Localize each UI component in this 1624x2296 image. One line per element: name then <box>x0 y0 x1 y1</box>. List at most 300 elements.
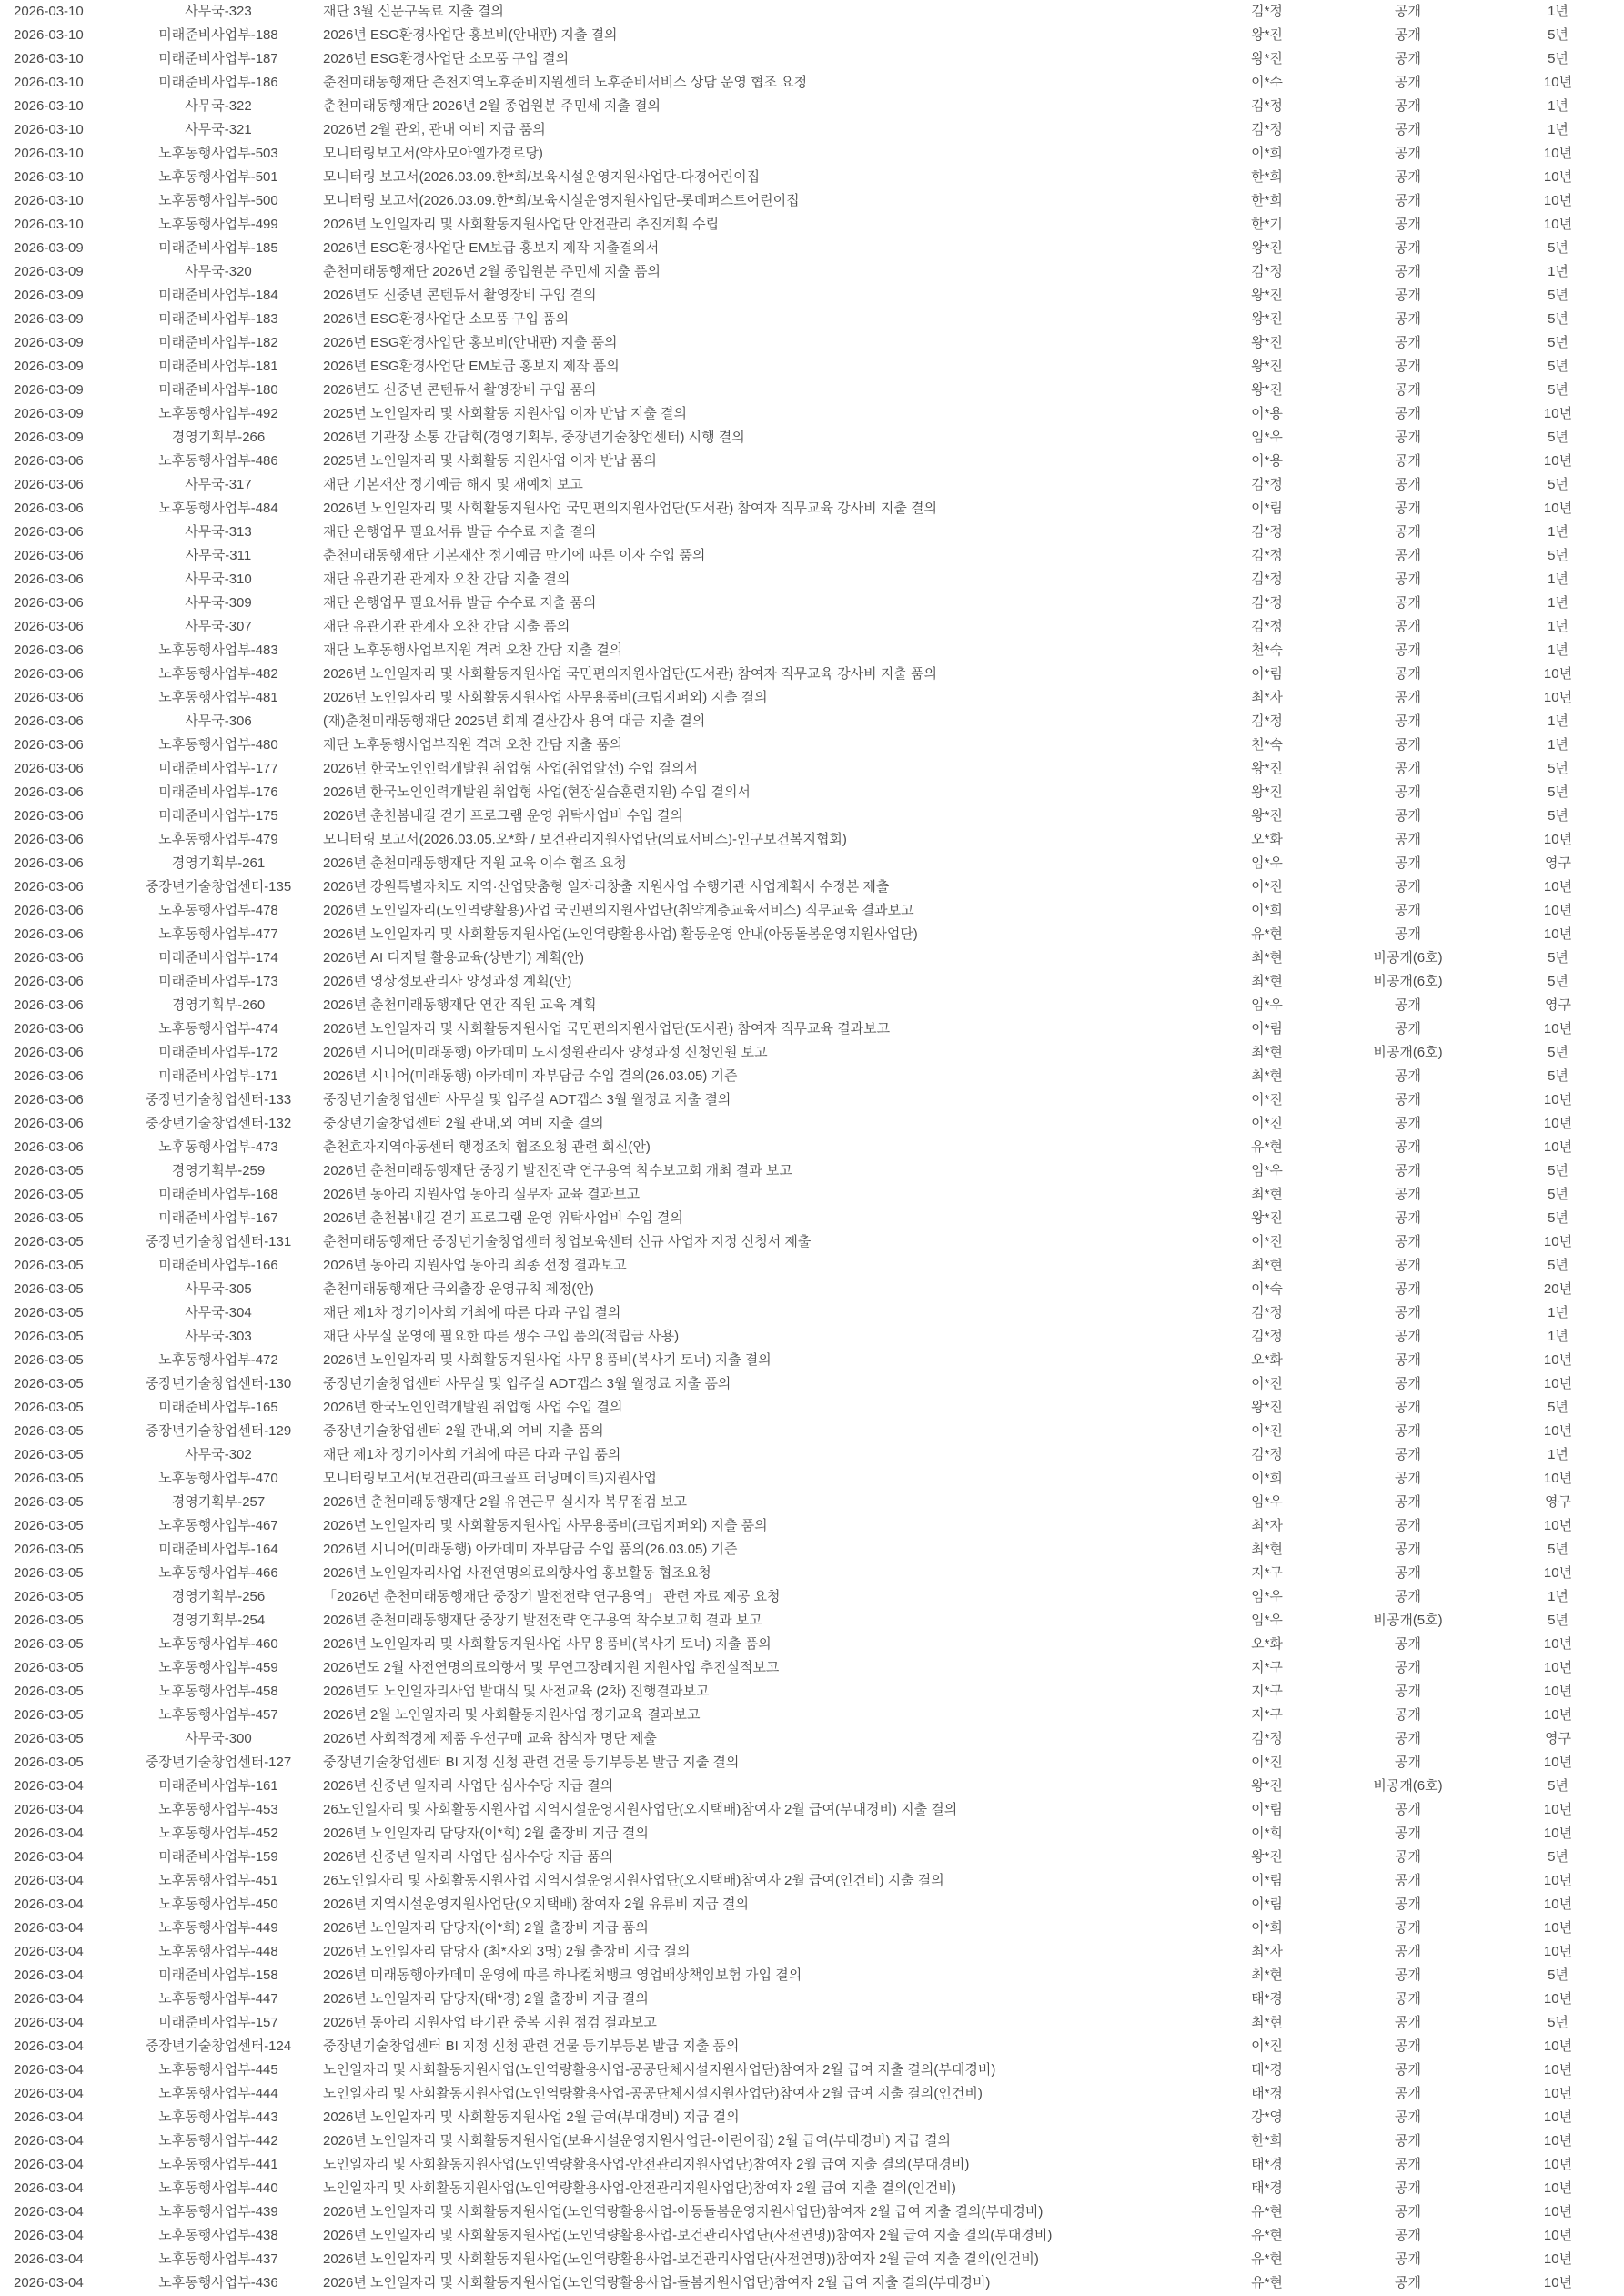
doc-drafter: 임*우 <box>1251 430 1283 445</box>
doc-title[interactable]: 재단 은행업무 필요서류 발급 수수료 지출 품의 <box>323 595 597 611</box>
doc-title[interactable]: 「2026년 춘천미래동행재단 중장기 발전전략 연구용역」 관련 자료 제공 요청 <box>323 1589 781 1604</box>
doc-date: 2026-03-05 <box>14 1423 84 1439</box>
doc-retention: 5년 <box>1548 974 1569 989</box>
doc-drafter: 왕*진 <box>1251 1849 1283 1865</box>
doc-number: 노후동행사업부-477 <box>158 926 278 942</box>
doc-title[interactable]: 모니터링 보고서(2026.03.09.한*희/보육시설운영지원사업단-다경어린이집 <box>323 169 761 185</box>
doc-status: 공개 <box>1395 1518 1421 1533</box>
doc-drafter: 태*경 <box>1251 2086 1283 2101</box>
table-row <box>0 308 1624 331</box>
doc-retention: 10년 <box>1543 146 1573 161</box>
doc-title[interactable]: 중장년기술창업센터 BI 지정 신청 관련 건물 등기부등본 발급 지출 결의 <box>323 1755 740 1770</box>
doc-number: 미래준비사업부-165 <box>158 1400 278 1415</box>
doc-status: 공개 <box>1395 1802 1421 1817</box>
doc-title[interactable]: 2026년 2월 노인일자리 및 사회활동지원사업 정기교육 결과보고 <box>323 1707 701 1723</box>
table-row <box>0 521 1624 544</box>
table-row <box>0 639 1624 663</box>
doc-drafter: 이*용 <box>1251 453 1283 469</box>
doc-title[interactable]: 2026년 ESG환경사업단 EM보급 홍보지 제작 지출결의서 <box>323 240 660 256</box>
doc-title[interactable]: 2026년 노인일자리 및 사회활동지원사업 2월 급여(부대경비) 지급 결의 <box>323 2109 740 2125</box>
table-row <box>0 1562 1624 1585</box>
doc-drafter: 유*현 <box>1251 2204 1283 2220</box>
doc-title[interactable]: 2026년 노인일자리 및 사회활동지원사업 사무용품비(복사기 토너) 지출 결의 <box>323 1352 772 1368</box>
doc-date: 2026-03-05 <box>14 1376 84 1391</box>
doc-number: 노후동행사업부-437 <box>158 2251 278 2267</box>
doc-title[interactable]: 재단 제1차 정기이사회 개최에 따른 다과 구입 품의 <box>323 1447 621 1462</box>
doc-date: 2026-03-06 <box>14 879 84 895</box>
doc-status: 공개 <box>1395 1234 1421 1249</box>
doc-drafter: 이*진 <box>1251 1423 1283 1439</box>
doc-title[interactable]: 춘천미래동행재단 춘천지역노후준비지원센터 노후준비서비스 상담 운영 협조 요청 <box>323 75 808 90</box>
doc-status: 공개 <box>1395 1826 1421 1841</box>
doc-number: 노후동행사업부-474 <box>158 1021 278 1037</box>
doc-title[interactable]: 2026년 지역시설운영지원사업단(오지택배) 참여자 2월 유류비 지급 결의 <box>323 1896 749 1912</box>
doc-date: 2026-03-10 <box>14 146 84 161</box>
doc-drafter: 왕*진 <box>1251 335 1283 350</box>
doc-title[interactable]: 2026년 한국노인인력개발원 취업형 사업(현장실습훈련지원) 수입 결의서 <box>323 784 751 800</box>
doc-drafter: 최*현 <box>1251 2015 1283 2030</box>
doc-title[interactable]: 재단 유관기관 관계자 오찬 간담 지출 품의 <box>323 619 570 634</box>
doc-status: 공개 <box>1395 1636 1421 1652</box>
doc-retention: 10년 <box>1543 690 1573 705</box>
doc-drafter: 왕*진 <box>1251 382 1283 398</box>
doc-date: 2026-03-06 <box>14 784 84 800</box>
doc-title[interactable]: 2026년 노인일자리 및 사회활동지원사업 사무용품비(복사기 토너) 지출 품의 <box>323 1636 772 1652</box>
doc-date: 2026-03-06 <box>14 571 84 587</box>
doc-title[interactable]: 2026년 노인일자리사업 사전연명의료의향사업 홍보활동 협조요청 <box>323 1565 711 1581</box>
doc-retention: 10년 <box>1543 453 1573 469</box>
doc-title[interactable]: 2026년 신중년 일자리 사업단 심사수당 지급 품의 <box>323 1849 614 1865</box>
doc-number: 노후동행사업부-473 <box>158 1139 278 1155</box>
doc-title[interactable]: 2026년 ESG환경사업단 홍보비(안내판) 지출 결의 <box>323 27 618 43</box>
table-row <box>0 1254 1624 1278</box>
doc-title[interactable]: 중장년기술창업센터 2월 관내,외 여비 지출 결의 <box>323 1116 604 1131</box>
doc-drafter: 한*희 <box>1251 2133 1283 2149</box>
doc-title[interactable]: 2026년 ESG환경사업단 EM보급 홍보지 제작 품의 <box>323 359 620 374</box>
doc-title[interactable]: 2026년 기관장 소통 간담회(경영기획부, 중장년기술창업센터) 시행 결의 <box>323 430 745 445</box>
doc-title[interactable]: 2026년 춘천미래동행재단 중장기 발전전략 연구용역 착수보고회 개최 결과 보고 <box>323 1163 792 1178</box>
doc-title[interactable]: 춘천미래동행재단 국외출장 운영규칙 제정(안) <box>323 1281 594 1297</box>
table-row <box>0 118 1624 142</box>
doc-retention: 1년 <box>1548 524 1569 540</box>
doc-title[interactable]: 2025년 노인일자리 및 사회활동 지원사업 이자 반납 지출 결의 <box>323 406 687 421</box>
doc-title[interactable]: 2026년 시니어(미래동행) 아카데미 자부담금 수입 결의(26.03.05) 기준 <box>323 1068 738 1084</box>
doc-number: 노후동행사업부-478 <box>158 903 278 918</box>
doc-date: 2026-03-05 <box>14 1589 84 1604</box>
doc-title[interactable]: 2026년 한국노인인력개발원 취업형 사업 수입 결의 <box>323 1400 623 1415</box>
doc-title[interactable]: 2026년 노인일자리 및 사회활동지원사업 국민편의지원사업단(도서관) 참여자 직무교육 강사비 지출 품의 <box>323 666 937 682</box>
doc-title[interactable]: 26노인일자리 및 사회활동지원사업 지역시설운영지원사업단(오지택배)참여자 2월 급여(부대경비) 지출 결의 <box>323 1802 958 1817</box>
doc-number: 미래준비사업부-180 <box>158 382 278 398</box>
doc-title[interactable]: 춘천미래동행재단 2026년 2월 종업원분 주민세 지출 품의 <box>323 264 661 279</box>
table-row <box>0 2177 1624 2200</box>
doc-title[interactable]: 중장년기술창업센터 사무실 및 입주실 ADT캡스 3월 월정료 지출 품의 <box>323 1376 731 1391</box>
doc-retention: 10년 <box>1543 1234 1573 1249</box>
doc-status: 공개 <box>1395 75 1421 90</box>
table-row <box>0 875 1624 899</box>
doc-title[interactable]: 재단 사무실 운영에 필요한 따른 생수 구입 품의(적립금 사용) <box>323 1329 680 1344</box>
doc-title[interactable]: 2026년 AI 디지털 활용교육(상반기) 계획(안) <box>323 950 585 966</box>
doc-drafter: 태*경 <box>1251 2157 1283 2172</box>
table-row <box>0 355 1624 379</box>
doc-status: 공개 <box>1395 808 1421 824</box>
table-row <box>0 1112 1624 1136</box>
doc-retention: 10년 <box>1543 1423 1573 1439</box>
doc-drafter: 임*우 <box>1251 1163 1283 1178</box>
doc-status: 공개 <box>1395 1944 1421 1959</box>
doc-title[interactable]: 2026년 동아리 지원사업 동아리 실무자 교육 결과보고 <box>323 1187 641 1202</box>
doc-retention: 1년 <box>1548 122 1569 137</box>
doc-date: 2026-03-04 <box>14 2275 84 2291</box>
doc-status: 공개 <box>1395 1873 1421 1888</box>
doc-drafter: 최*현 <box>1251 974 1283 989</box>
doc-title[interactable]: 2025년 노인일자리 및 사회활동 지원사업 이자 반납 품의 <box>323 453 657 469</box>
doc-retention: 5년 <box>1548 335 1569 350</box>
doc-retention: 10년 <box>1543 926 1573 942</box>
doc-title[interactable]: 2026년 한국노인인력개발원 취업형 사업(취업알선) 수입 결의서 <box>323 761 698 776</box>
doc-title[interactable]: 2026년도 신중년 콘텐듀서 촬영장비 구입 결의 <box>323 288 597 303</box>
doc-title[interactable]: 노인일자리 및 사회활동지원사업(노인역량활용사업-공공단체시설지원사업단)참여자 2월 급여 지출 결의(부대경비) <box>323 2062 996 2078</box>
doc-title[interactable]: 중장년기술창업센터 2월 관내,외 여비 지출 품의 <box>323 1423 604 1439</box>
doc-number: 사무국-300 <box>185 1731 252 1746</box>
doc-status: 공개 <box>1395 1565 1421 1581</box>
doc-title[interactable]: 재단 기본재산 정기예금 해지 및 재예치 보고 <box>323 477 583 492</box>
table-row <box>0 1396 1624 1420</box>
doc-retention: 10년 <box>1543 1896 1573 1912</box>
doc-number: 미래준비사업부-183 <box>158 311 278 327</box>
doc-retention: 10년 <box>1543 2038 1573 2054</box>
doc-title[interactable]: 26노인일자리 및 사회활동지원사업 지역시설운영지원사업단(오지택배)참여자 2월 급여(인건비) 지출 결의 <box>323 1873 944 1888</box>
doc-retention: 10년 <box>1543 1518 1573 1533</box>
doc-number: 경영기획부-257 <box>171 1494 266 1510</box>
doc-number: 중장년기술창업센터-132 <box>145 1116 292 1131</box>
doc-drafter: 이*진 <box>1251 1116 1283 1131</box>
doc-number: 노후동행사업부-492 <box>158 406 278 421</box>
doc-title[interactable]: (재)춘천미래동행재단 2025년 회계 결산감사 용역 대금 지출 결의 <box>323 713 706 729</box>
doc-number: 노후동행사업부-503 <box>158 146 278 161</box>
doc-title[interactable]: 2026년 노인일자리 및 사회활동지원사업 사무용품비(크립지퍼외) 지출 결의 <box>323 690 768 705</box>
table-row <box>0 2035 1624 2058</box>
doc-title[interactable]: 2026년 노인일자리 담당자 (최*자외 3명) 2월 출장비 지급 결의 <box>323 1944 691 1959</box>
doc-title[interactable]: 2026년 ESG환경사업단 소모품 구입 품의 <box>323 311 570 327</box>
doc-retention: 10년 <box>1543 2109 1573 2125</box>
doc-title[interactable]: 춘천미래동행재단 기본재산 정기예금 만기에 따른 이자 수입 품의 <box>323 548 706 563</box>
doc-title[interactable]: 2026년 노인일자리 및 사회활동지원사업단 안전관리 추진계획 수립 <box>323 217 720 232</box>
doc-retention: 1년 <box>1548 1305 1569 1320</box>
doc-retention: 10년 <box>1543 501 1573 516</box>
table-row <box>0 1136 1624 1159</box>
table-row <box>0 1041 1624 1065</box>
doc-status: 공개 <box>1395 453 1421 469</box>
doc-status: 공개 <box>1395 690 1421 705</box>
doc-date: 2026-03-04 <box>14 1967 84 1983</box>
doc-number: 미래준비사업부-172 <box>158 1045 278 1060</box>
doc-title[interactable]: 2026년 노인일자리 담당자(이*희) 2월 출장비 지급 품의 <box>323 1920 649 1936</box>
doc-status: 비공개(6호) <box>1373 974 1443 989</box>
doc-date: 2026-03-04 <box>14 2228 84 2243</box>
doc-drafter: 왕*진 <box>1251 1778 1283 1794</box>
doc-drafter: 이*진 <box>1251 1376 1283 1391</box>
table-row <box>0 2129 1624 2153</box>
doc-number: 미래준비사업부-173 <box>158 974 278 989</box>
doc-date: 2026-03-05 <box>14 1731 84 1746</box>
doc-title[interactable]: 2026년 동아리 지원사업 동아리 최종 선정 결과보고 <box>323 1258 627 1273</box>
doc-date: 2026-03-04 <box>14 1778 84 1794</box>
doc-title[interactable]: 2026년 사회적경제 제품 우선구매 교육 참석자 명단 제출 <box>323 1731 657 1746</box>
doc-drafter: 이*진 <box>1251 1092 1283 1108</box>
doc-title[interactable]: 2026년 노인일자리 및 사회활동지원사업 국민편의지원사업단(도서관) 참여자 직무교육 결과보고 <box>323 1021 891 1037</box>
doc-status: 공개 <box>1395 1660 1421 1675</box>
table-row <box>0 970 1624 994</box>
table-row <box>0 473 1624 497</box>
doc-title[interactable]: 2026년 노인일자리 및 사회활동지원사업(보육시설운영지원사업단-어린이집) 2월 급여(부대경비) 지급 결의 <box>323 2133 951 2149</box>
doc-number: 노후동행사업부-439 <box>158 2204 278 2220</box>
doc-title[interactable]: 재단 노후동행사업부직원 격려 오찬 간담 지출 결의 <box>323 642 623 658</box>
table-row <box>0 95 1624 118</box>
doc-title[interactable]: 재단 은행업무 필요서류 발급 수수료 지출 결의 <box>323 524 597 540</box>
doc-drafter: 유*현 <box>1251 2275 1283 2291</box>
doc-number: 경영기획부-254 <box>171 1613 266 1628</box>
doc-number: 노후동행사업부-467 <box>158 1518 278 1533</box>
doc-status: 공개 <box>1395 1376 1421 1391</box>
doc-status: 공개 <box>1395 926 1421 942</box>
doc-title[interactable]: 2026년 노인일자리 및 사회활동지원사업(노인역량활용사업-돌봄지원사업단)참여자 2월 급여 지출 결의(부대경비) <box>323 2275 991 2291</box>
doc-date: 2026-03-06 <box>14 761 84 776</box>
doc-title[interactable]: 모니터링 보고서(2026.03.05.오*화 / 보건관리지원사업단(의료서비스)-인구보건복지협회) <box>323 832 847 847</box>
doc-title[interactable]: 2026년 노인일자리 담당자(이*희) 2월 출장비 지급 결의 <box>323 1826 649 1841</box>
table-row <box>0 1775 1624 1798</box>
doc-date: 2026-03-05 <box>14 1542 84 1557</box>
doc-date: 2026-03-05 <box>14 1187 84 1202</box>
doc-title[interactable]: 2026년도 2월 사전연명의료의향서 및 무연고장례지원 지원사업 추진실적보고 <box>323 1660 780 1675</box>
doc-date: 2026-03-06 <box>14 950 84 966</box>
doc-retention: 1년 <box>1548 642 1569 658</box>
doc-retention: 5년 <box>1548 1967 1569 1983</box>
doc-retention: 영구 <box>1545 1494 1571 1510</box>
doc-drafter: 왕*진 <box>1251 761 1283 776</box>
doc-number: 사무국-306 <box>185 713 252 729</box>
doc-status: 공개 <box>1395 1163 1421 1178</box>
table-row <box>0 615 1624 639</box>
doc-number: 미래준비사업부-176 <box>158 784 278 800</box>
doc-date: 2026-03-04 <box>14 1991 84 2007</box>
doc-status: 공개 <box>1395 1542 1421 1557</box>
doc-title[interactable]: 춘천미래동행재단 중장년기술창업센터 창업보육센터 신규 사업자 지정 신청서 제출 <box>323 1234 812 1249</box>
doc-date: 2026-03-10 <box>14 122 84 137</box>
doc-status: 공개 <box>1395 406 1421 421</box>
doc-title[interactable]: 모니터링 보고서(2026.03.09.한*희/보육시설운영지원사업단-롯데퍼스트어린이집 <box>323 193 800 208</box>
doc-retention: 5년 <box>1548 382 1569 398</box>
doc-title[interactable]: 2026년 ESG환경사업단 홍보비(안내판) 지출 품의 <box>323 335 618 350</box>
doc-title[interactable]: 2026년 강원특별자치도 지역·산업맞춤형 일자리창출 지원사업 수행기관 사업계획서 수정본 제출 <box>323 879 890 895</box>
doc-title[interactable]: 중장년기술창업센터 BI 지정 신청 관련 건물 등기부등본 발급 지출 품의 <box>323 2038 740 2054</box>
doc-drafter: 이*희 <box>1251 1826 1283 1841</box>
doc-drafter: 김*정 <box>1251 122 1283 137</box>
doc-title[interactable]: 2026년 동아리 지원사업 타기관 중복 지원 점검 결과보고 <box>323 2015 657 2030</box>
doc-drafter: 한*희 <box>1251 193 1283 208</box>
doc-title[interactable]: 2026년 춘천봄내길 걷기 프로그램 운영 위탁사업비 수입 결의 <box>323 808 683 824</box>
doc-date: 2026-03-06 <box>14 974 84 989</box>
doc-date: 2026-03-10 <box>14 193 84 208</box>
doc-date: 2026-03-04 <box>14 1944 84 1959</box>
doc-drafter: 임*우 <box>1251 997 1283 1013</box>
doc-title[interactable]: 2026년 노인일자리 및 사회활동지원사업 국민편의지원사업단(도서관) 참여자 직무교육 강사비 지출 결의 <box>323 501 937 516</box>
doc-retention: 10년 <box>1543 75 1573 90</box>
table-row <box>0 0 1624 24</box>
doc-status: 공개 <box>1395 1755 1421 1770</box>
doc-retention: 5년 <box>1548 1849 1569 1865</box>
doc-title[interactable]: 2026년 2월 관외, 관내 여비 지급 품의 <box>323 122 546 137</box>
doc-status: 공개 <box>1395 1447 1421 1462</box>
doc-number: 미래준비사업부-157 <box>158 2015 278 2030</box>
doc-retention: 5년 <box>1548 1210 1569 1226</box>
doc-drafter: 임*우 <box>1251 855 1283 871</box>
table-row <box>0 497 1624 521</box>
doc-date: 2026-03-04 <box>14 1826 84 1841</box>
doc-retention: 10년 <box>1543 1660 1573 1675</box>
doc-date: 2026-03-05 <box>14 1660 84 1675</box>
doc-retention: 10년 <box>1543 832 1573 847</box>
doc-number: 노후동행사업부-499 <box>158 217 278 232</box>
doc-number: 노후동행사업부-450 <box>158 1896 278 1912</box>
doc-number: 노후동행사업부-501 <box>158 169 278 185</box>
doc-number: 노후동행사업부-442 <box>158 2133 278 2149</box>
doc-drafter: 이*수 <box>1251 75 1283 90</box>
table-row <box>0 710 1624 733</box>
doc-title[interactable]: 2026년 노인일자리 및 사회활동지원사업(노인역량활용사업-아동돌봄운영지원사업단)참여자 2월 급여 지출 결의(부대경비) <box>323 2204 1044 2220</box>
doc-retention: 10년 <box>1543 2062 1573 2078</box>
doc-title[interactable]: 2026년 노인일자리 및 사회활동지원사업(노인역량활용사업-보건관리사업단(사전연명))참여자 2월 급여 지출 결의(인건비) <box>323 2251 1039 2267</box>
table-row <box>0 2153 1624 2177</box>
doc-date: 2026-03-05 <box>14 1352 84 1368</box>
doc-status: 공개 <box>1395 1187 1421 1202</box>
doc-title[interactable]: 노인일자리 및 사회활동지원사업(노인역량활용사업-공공단체시설지원사업단)참여자 2월 급여 지출 결의(인건비) <box>323 2086 983 2101</box>
table-row <box>0 260 1624 284</box>
doc-title[interactable]: 2026년 노인일자리(노인역량활용)사업 국민편의지원사업단(취약계층교육서비스) 직무교육 결과보고 <box>323 903 914 918</box>
doc-number: 경영기획부-256 <box>171 1589 266 1604</box>
doc-drafter: 왕*진 <box>1251 288 1283 303</box>
doc-number: 노후동행사업부-470 <box>158 1471 278 1486</box>
doc-status: 공개 <box>1395 548 1421 563</box>
doc-title[interactable]: 재단 3월 신문구독료 지출 결의 <box>323 4 504 19</box>
doc-date: 2026-03-10 <box>14 217 84 232</box>
doc-drafter: 이*숙 <box>1251 1281 1283 1297</box>
doc-retention: 5년 <box>1548 761 1569 776</box>
doc-number: 사무국-311 <box>185 548 252 563</box>
table-row <box>0 1727 1624 1751</box>
doc-title[interactable]: 2026년 노인일자리 및 사회활동지원사업(노인역량활용사업-보건관리사업단(사전연명))참여자 2월 급여 지출 결의(부대경비) <box>323 2228 1053 2243</box>
doc-date: 2026-03-06 <box>14 1116 84 1131</box>
doc-title[interactable]: 2026년 춘천미래동행재단 2월 유연근무 실시자 복무점검 보고 <box>323 1494 687 1510</box>
doc-number: 노후동행사업부-453 <box>158 1802 278 1817</box>
table-row <box>0 1372 1624 1396</box>
table-row <box>0 686 1624 710</box>
doc-title[interactable]: 재단 유관기관 관계자 오찬 간담 지출 결의 <box>323 571 570 587</box>
doc-title[interactable]: 모니터링보고서(보건관리(파크골프 러닝메이트)지원사업 <box>323 1471 657 1486</box>
doc-date: 2026-03-05 <box>14 1684 84 1699</box>
table-row <box>0 852 1624 875</box>
doc-title[interactable]: 2026년 춘천미래동행재단 직원 교육 이수 협조 요청 <box>323 855 627 871</box>
doc-title[interactable]: 2026년 노인일자리 담당자(태*경) 2월 출장비 지급 결의 <box>323 1991 649 2007</box>
doc-retention: 1년 <box>1548 571 1569 587</box>
doc-date: 2026-03-05 <box>14 1400 84 1415</box>
doc-retention: 1년 <box>1548 1589 1569 1604</box>
doc-title[interactable]: 2026년 시니어(미래동행) 아카데미 자부담금 수입 품의(26.03.05) 기준 <box>323 1542 738 1557</box>
doc-title[interactable]: 모니터링보고서(약사모아엘가경로당) <box>323 146 543 161</box>
doc-title[interactable]: 노인일자리 및 사회활동지원사업(노인역량활용사업-안전관리지원사업단)참여자 2월 급여 지출 결의(인건비) <box>323 2180 956 2196</box>
doc-date: 2026-03-09 <box>14 382 84 398</box>
table-row <box>0 1656 1624 1680</box>
table-row <box>0 1609 1624 1633</box>
doc-title[interactable]: 2026년 미래동행아카데미 운영에 따른 하나컬처뱅크 영업배상책임보험 가입 결의 <box>323 1967 802 1983</box>
table-row <box>0 946 1624 970</box>
doc-retention: 영구 <box>1545 1731 1571 1746</box>
doc-status: 공개 <box>1395 264 1421 279</box>
doc-date: 2026-03-09 <box>14 359 84 374</box>
doc-drafter: 최*현 <box>1251 1258 1283 1273</box>
doc-drafter: 최*현 <box>1251 950 1283 966</box>
doc-date: 2026-03-05 <box>14 1329 84 1344</box>
doc-date: 2026-03-06 <box>14 619 84 634</box>
doc-date: 2026-03-05 <box>14 1636 84 1652</box>
doc-number: 경영기획부-260 <box>171 997 266 1013</box>
doc-retention: 5년 <box>1548 548 1569 563</box>
doc-number: 사무국-322 <box>185 98 252 114</box>
doc-drafter: 한*희 <box>1251 169 1283 185</box>
doc-title[interactable]: 춘천미래동행재단 2026년 2월 종업원분 주민세 지출 결의 <box>323 98 661 114</box>
doc-title[interactable]: 2026년 ESG환경사업단 소모품 구입 결의 <box>323 51 570 66</box>
doc-title[interactable]: 2026년 시니어(미래동행) 아카데미 도시정원관리사 양성과정 신청인원 보고 <box>323 1045 768 1060</box>
doc-retention: 영구 <box>1545 997 1571 1013</box>
table-row <box>0 1159 1624 1183</box>
doc-title[interactable]: 2026년 신중년 일자리 사업단 심사수당 지급 결의 <box>323 1778 614 1794</box>
table-row <box>0 379 1624 402</box>
doc-title[interactable]: 춘천효자지역아동센터 행정조치 협조요청 관련 회신(안) <box>323 1139 651 1155</box>
doc-title[interactable]: 재단 제1차 정기이사회 개최에 따른 다과 구입 결의 <box>323 1305 621 1320</box>
doc-title[interactable]: 2026년도 신중년 콘텐듀서 촬영장비 구입 품의 <box>323 382 597 398</box>
doc-title[interactable]: 2026년 노인일자리 및 사회활동지원사업(노인역량활용사업) 활동운영 안내(아동돌봄운영지원사업단) <box>323 926 918 942</box>
doc-title[interactable]: 2026년 춘천미래동행재단 연간 직원 교육 계획 <box>323 997 597 1013</box>
doc-number: 사무국-303 <box>185 1329 252 1344</box>
doc-retention: 5년 <box>1548 1068 1569 1084</box>
table-row <box>0 1869 1624 1893</box>
doc-title[interactable]: 중장년기술창업센터 사무실 및 입주실 ADT캡스 3월 월정료 지출 결의 <box>323 1092 731 1108</box>
doc-status: 공개 <box>1395 2251 1421 2267</box>
doc-title[interactable]: 재단 노후동행사업부직원 격려 오찬 간담 지출 품의 <box>323 737 623 753</box>
doc-date: 2026-03-04 <box>14 1920 84 1936</box>
doc-drafter: 이*림 <box>1251 666 1283 682</box>
doc-title[interactable]: 2026년도 노인일자리사업 발대식 및 사전교육 (2차) 진행결과보고 <box>323 1684 710 1699</box>
doc-number: 노후동행사업부-451 <box>158 1873 278 1888</box>
table-row <box>0 237 1624 260</box>
doc-title[interactable]: 2026년 춘천미래동행재단 중장기 발전전략 연구용역 착수보고회 결과 보고 <box>323 1613 762 1628</box>
doc-title[interactable]: 2026년 춘천봄내길 걷기 프로그램 운영 위탁사업비 수입 결의 <box>323 1210 683 1226</box>
doc-status: 공개 <box>1395 1920 1421 1936</box>
doc-drafter: 이*림 <box>1251 501 1283 516</box>
doc-title[interactable]: 2026년 영상정보관리사 양성과정 계획(안) <box>323 974 572 989</box>
doc-retention: 10년 <box>1543 666 1573 682</box>
doc-date: 2026-03-09 <box>14 288 84 303</box>
table-row <box>0 1798 1624 1822</box>
table-row <box>0 2011 1624 2035</box>
doc-title[interactable]: 노인일자리 및 사회활동지원사업(노인역량활용사업-안전관리지원사업단)참여자 2월 급여 지출 결의(부대경비) <box>323 2157 970 2172</box>
doc-number: 사무국-317 <box>185 477 252 492</box>
table-row <box>0 592 1624 615</box>
doc-drafter: 왕*진 <box>1251 808 1283 824</box>
doc-title[interactable]: 2026년 노인일자리 및 사회활동지원사업 사무용품비(크립지퍼외) 지출 품의 <box>323 1518 768 1533</box>
doc-drafter: 지*구 <box>1251 1660 1283 1675</box>
table-row <box>0 284 1624 308</box>
